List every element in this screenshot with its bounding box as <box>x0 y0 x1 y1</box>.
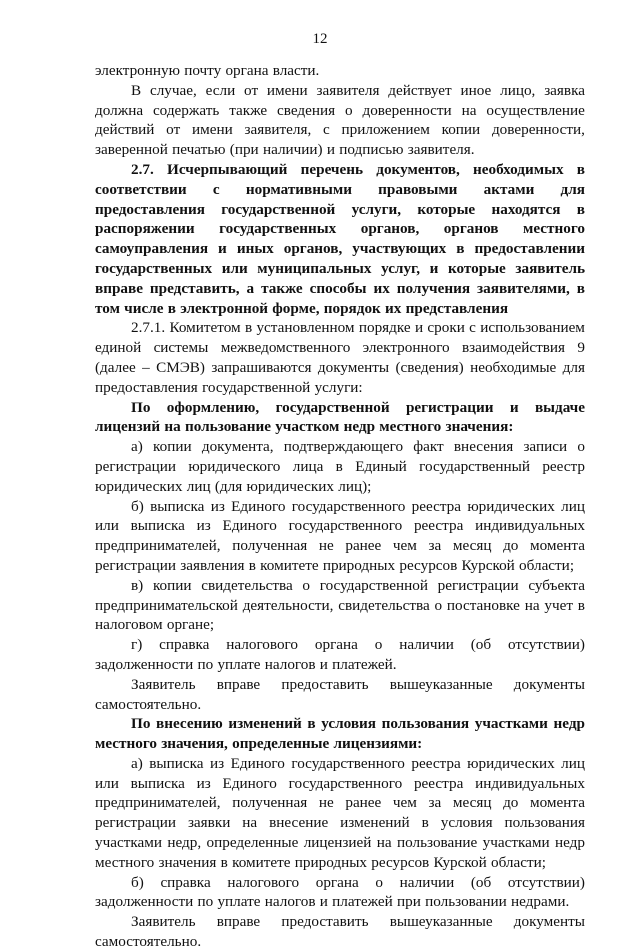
text-line: регистрации юридического лица в Единый государственный реестр <box>95 457 585 475</box>
text-line: в) копии свидетельства о государственной регистрации субъекта <box>131 576 585 594</box>
paragraph <box>95 437 585 496</box>
text-line: а) копии документа, подтверждающего факт внесения записи о <box>131 438 585 456</box>
paragraph <box>95 912 585 952</box>
page-number: 12 <box>312 31 328 47</box>
text-line: государственных или муниципальных услуг, и которые заявитель <box>95 259 585 277</box>
text-line: б) справка налогового органа о наличии (об отсутствии) <box>131 873 585 891</box>
text-line: местного значения в комитете природных ресурсов Курской области; <box>95 853 546 871</box>
text-line: По оформлению, государственной регистрации и выдаче <box>131 398 585 416</box>
paragraph <box>95 873 585 913</box>
text-line: местного значения, определенные лицензиями: <box>95 735 423 753</box>
text-line: а) выписка из Единого государственного реестра юридических лиц <box>131 754 585 772</box>
text-line: Заявитель вправе предоставить вышеуказанные документы <box>131 913 585 931</box>
text-line: самостоятельно. <box>95 695 202 713</box>
text-line: б) выписка из Единого государственного реестра юридических лиц <box>131 497 585 515</box>
paragraph <box>95 754 585 873</box>
text-line: лицензий на пользование участком недр местного значения: <box>95 418 514 436</box>
text-line: налоговом органе; <box>95 616 215 634</box>
text-line: регистрации заявления в комитете природных ресурсов Курской области; <box>95 556 575 574</box>
bold-paragraph <box>95 160 585 318</box>
text-line: предпринимательской деятельности, свидетельства о постановке на учет в <box>95 596 585 614</box>
text-line: 2.7.1. Комитетом в установленном порядке и сроки с использованием <box>131 319 585 337</box>
bold-paragraph <box>95 714 585 754</box>
text-line: заверенной печатью (при наличии) и подписью заявителя. <box>95 141 475 159</box>
text-line: самостоятельно. <box>95 933 202 951</box>
text-line: По внесению изменений в условия пользования участками недр <box>131 715 585 733</box>
text-line: регистрации заявки на внесение изменений в условия пользования <box>95 814 585 832</box>
bold-paragraph <box>95 398 585 438</box>
text-line: задолженности по уплате налогов и платежей. <box>95 655 397 673</box>
text-line: предпринимателей, полученная не ранее чем за месяц до момента <box>95 794 585 812</box>
text-line: или выписка из Единого государственного реестра индивидуальных <box>95 774 585 792</box>
text-line: единой системы межведомственного электронного взаимодействия 9 <box>95 339 585 357</box>
text-line: электронную почту органа власти. <box>95 62 320 79</box>
paragraph <box>95 318 585 397</box>
text-line: должна содержать также сведения о доверенности на осуществление <box>95 101 585 119</box>
text-line: предоставления государственной услуги: <box>95 378 363 396</box>
text-line: Заявитель вправе предоставить вышеуказанные документы <box>131 675 585 693</box>
text-line: соответствии с нормативными правовыми актами для <box>95 180 585 198</box>
paragraph <box>95 497 585 576</box>
paragraph <box>95 675 585 715</box>
text-line: (далее – СМЭВ) запрашиваются документы (сведения) необходимые для <box>95 358 585 376</box>
text-line: задолженности по уплате налогов и платежей при пользовании недрами. <box>95 893 570 911</box>
text-line: г) справка налогового органа о наличии (об отсутствии) <box>131 636 585 654</box>
text-line: действий от имени заявителя, с приложением копии доверенности, <box>95 121 585 139</box>
paragraph <box>95 635 585 675</box>
text-line: юридических лиц (для юридических лиц); <box>95 477 372 495</box>
text-line: вправе представить, а также способы их получения заявителями, в <box>95 279 585 297</box>
text-line: распоряжении государственных органов, органов местного <box>95 220 585 238</box>
text-line: предпринимателей, полученная не ранее чем за месяц до момента <box>95 537 585 555</box>
text-line: участками недр, определенные лицензией на пользование участками недр <box>95 834 585 852</box>
paragraph <box>95 81 585 160</box>
text-line: или выписка из Единого государственного реестра индивидуальных <box>95 517 585 535</box>
document-body <box>95 61 585 952</box>
paragraph <box>95 576 585 635</box>
text-line: том числе в электронной форме, порядок их представления <box>95 299 509 317</box>
text-line: самоуправления и иных органов, участвующих в предоставлении <box>95 240 585 258</box>
text-line: В случае, если от имени заявителя действует иное лицо, заявка <box>131 81 585 99</box>
text-line: 2.7. Исчерпывающий перечень документов, необходимых в <box>131 160 585 178</box>
text-line: предоставления государственной услуги, которые находятся в <box>95 200 585 218</box>
paragraph <box>95 61 585 81</box>
